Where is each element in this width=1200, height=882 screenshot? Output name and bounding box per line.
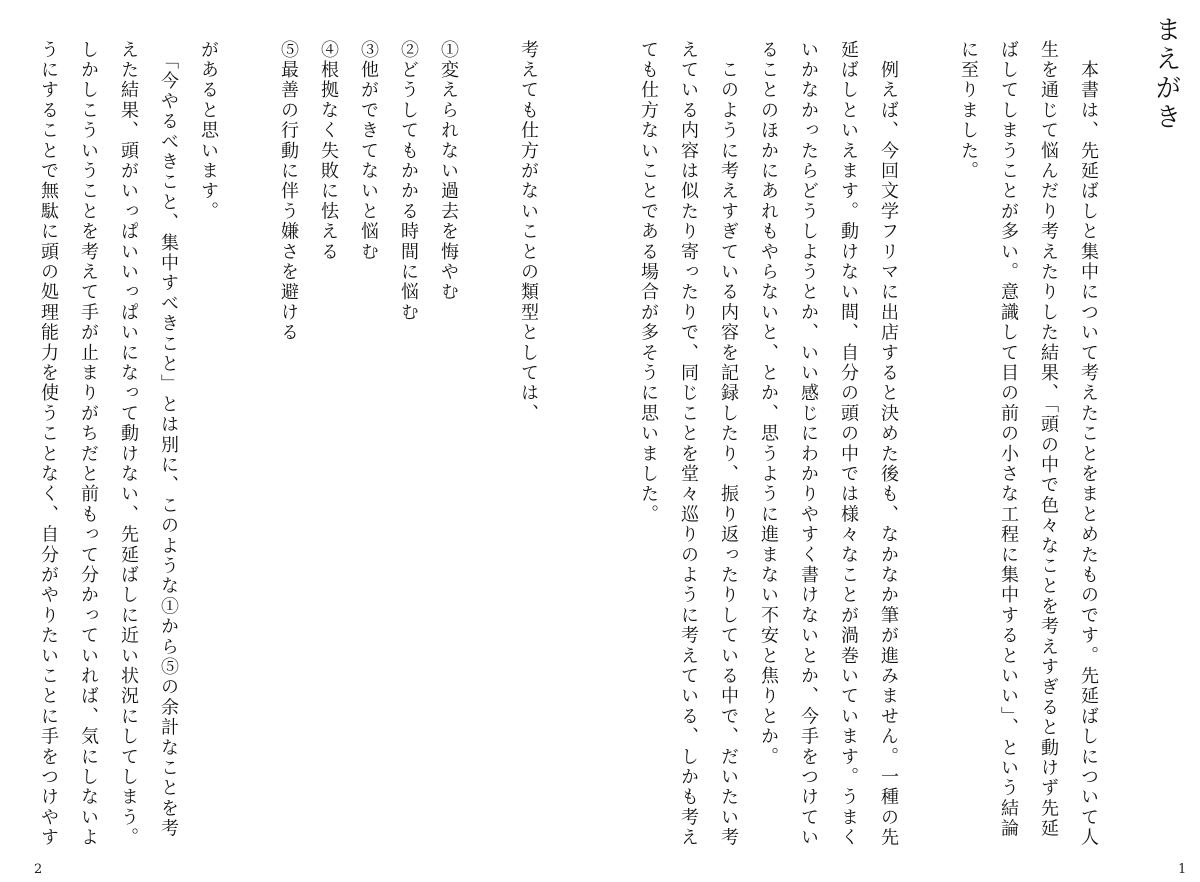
text-line: しかしこういうことを考えて手が止まりがちだと前もって分かっていれば、気にしないよ xyxy=(78,40,99,848)
text-line: うにすることで無駄に頭の処理能力を使うことなく、自分がやりたいことに手をつけやす xyxy=(38,40,59,848)
text-line: えた結果、頭がいっぱいいっぱいになって動けない、先延ばしに近い状況にしてしまう。 xyxy=(118,40,139,848)
text-line: えている内容は似たり寄ったりで、同じことを堂々巡りのように考えている、しかも考え xyxy=(678,40,699,848)
list-item: ④根拠なく失敗に怯える xyxy=(318,40,339,263)
text-line: 例えば、今回文学フリマに出店すると決めた後も、なかなか筆が進みません。一種の先 xyxy=(878,40,899,848)
page-number: 2 xyxy=(34,862,43,877)
text-line: ても仕方ないことである場合が多そうに思いました。 xyxy=(638,40,659,525)
text-line: ることのほかにあれもやらないと、とか、思うように進まない不安と焦りとか。 xyxy=(758,40,779,768)
text-line: 延ばしといえます。動けない間、自分の頭の中では様々なことが渦巻いています。うまく xyxy=(838,40,859,848)
text-line: このように考えすぎている内容を記録したり、振り返ったりしている中で、だいたい考 xyxy=(718,40,739,848)
text-line: いかなかったらどうしようとか、いい感じにわかりやすく書けないとか、今手をつけてい xyxy=(798,40,819,848)
page-number: 1 xyxy=(1178,862,1187,877)
page-title: まえがき xyxy=(1151,16,1181,132)
text-line: 考えても仕方がないことの類型としては、 xyxy=(518,40,539,424)
text-line: があると思います。 xyxy=(198,40,219,222)
text-line: 本書は、先延ばしと集中について考えたことをまとめたものです。先延ばしについて人 xyxy=(1078,40,1099,848)
text-line: 「今やるべきこと、集中すべきこと」とは別に、このような①から⑤の余計なことを考 xyxy=(158,40,179,839)
text-line: 生を通じて悩んだり考えたりした結果、「頭の中で色々なことを考えすぎると動けず先延 xyxy=(1038,40,1059,839)
text-line: ばしてしまうことが多い。意識して目の前の小さな工程に集中するといい」、という結論 xyxy=(998,40,1019,839)
list-item: ①変えられない過去を悔やむ xyxy=(438,40,459,303)
list-item: ⑤最善の行動に伴う嫌さを避ける xyxy=(278,40,299,343)
list-item: ②どうしてもかかる時間に悩む xyxy=(398,40,419,323)
list-item: ③他ができてないと悩む xyxy=(358,40,379,263)
text-line: に至りました。 xyxy=(958,40,979,182)
